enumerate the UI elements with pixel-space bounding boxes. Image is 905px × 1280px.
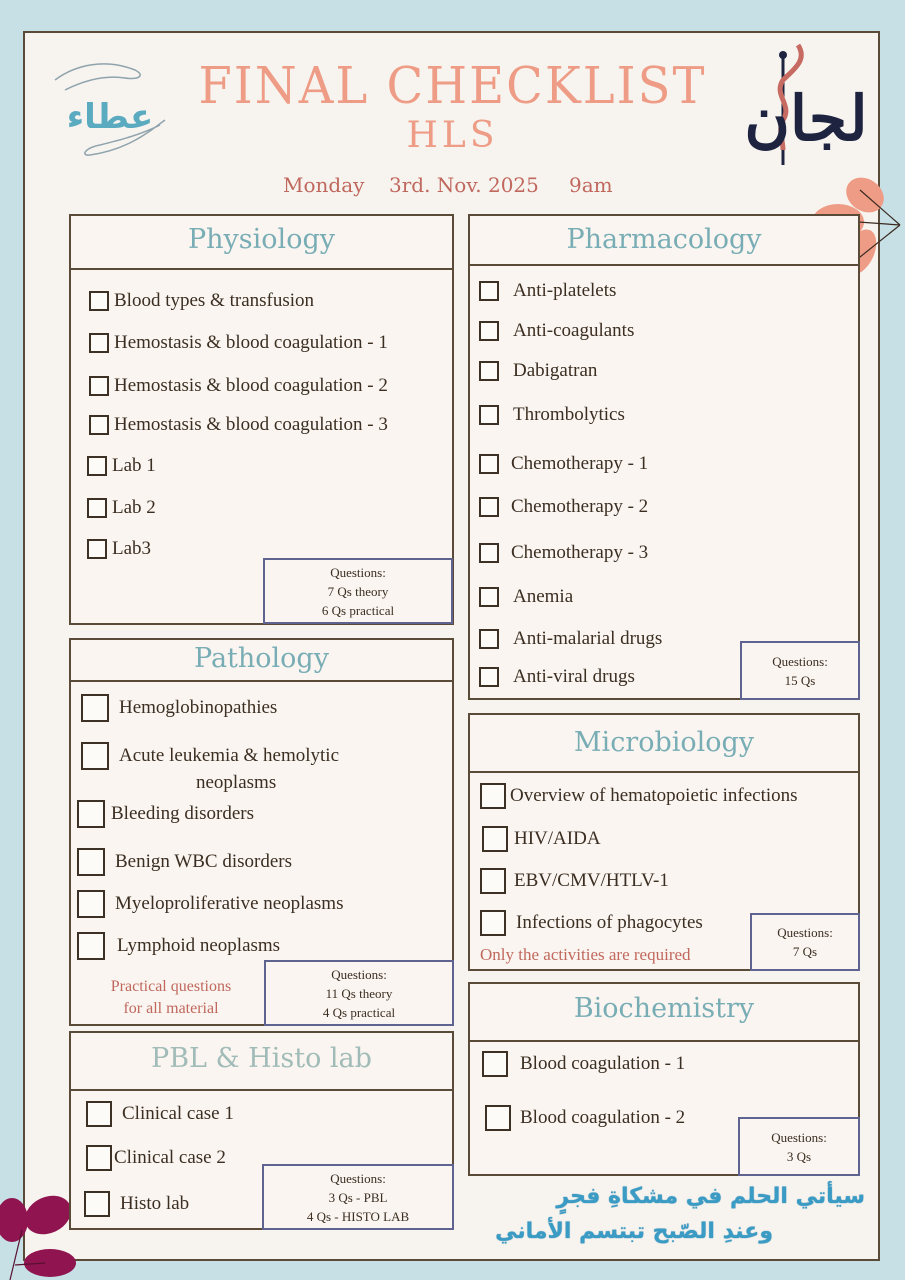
questions-box: Questions: 3 Qs - PBL 4 Qs - HISTO LAB (262, 1164, 454, 1230)
section-pathology (69, 638, 454, 1026)
checkbox[interactable] (479, 405, 499, 425)
questions-box: Questions: 7 Qs theory 6 Qs practical (263, 558, 453, 624)
checkbox[interactable] (479, 629, 499, 649)
quote-line-1: سيأتي الحلم في مشكاةِ فجرٍ (556, 1184, 865, 1209)
checkbox[interactable] (479, 667, 499, 687)
checkbox[interactable] (479, 543, 499, 563)
checklist-item[interactable]: Lymphoid neoplasms (77, 932, 280, 960)
checkbox[interactable] (77, 800, 105, 828)
section-pbl-histo (69, 1031, 454, 1230)
checklist-item[interactable]: Chemotherapy - 2 (479, 496, 648, 518)
checklist-item[interactable]: Blood coagulation - 1 (482, 1051, 685, 1077)
checklist-item[interactable]: Myeloproliferative neoplasms (77, 890, 343, 918)
checkbox[interactable] (89, 376, 109, 396)
checklist-item[interactable]: Histo lab (84, 1191, 189, 1217)
checkbox[interactable] (89, 291, 109, 311)
checklist-item[interactable]: EBV/CMV/HTLV-1 (480, 868, 669, 894)
checkbox[interactable] (77, 890, 105, 918)
quote-line-2: وعندِ الصّبح تبتسم الأماني (495, 1219, 773, 1244)
checkbox[interactable] (480, 868, 506, 894)
checkbox[interactable] (89, 415, 109, 435)
checkbox[interactable] (87, 456, 107, 476)
section-physiology (69, 214, 454, 625)
checkbox[interactable] (87, 539, 107, 559)
section-title: Physiology (71, 216, 452, 270)
checklist-item[interactable]: Infections of phagocytes (480, 910, 703, 936)
checkbox[interactable] (480, 910, 506, 936)
checkbox[interactable] (479, 281, 499, 301)
checklist-item[interactable]: Hemoglobinopathies (81, 694, 277, 722)
checkbox[interactable] (86, 1101, 112, 1127)
checkbox[interactable] (480, 783, 506, 809)
checklist-item[interactable]: Dabigatran (479, 360, 597, 382)
questions-box: Questions: 11 Qs theory 4 Qs practical (264, 960, 454, 1026)
checklist-item[interactable]: Anti-malarial drugs (479, 628, 662, 650)
checklist-item[interactable]: Thrombolytics (479, 404, 625, 426)
page-title: FINAL CHECKLIST (198, 56, 707, 116)
checklist-item[interactable]: Anti-viral drugs (479, 666, 635, 688)
checkbox[interactable] (77, 848, 105, 876)
checkbox[interactable] (485, 1105, 511, 1131)
checklist-item[interactable]: Lab3 (87, 538, 151, 560)
checklist-item[interactable]: Lab 1 (87, 455, 156, 477)
checkbox[interactable] (482, 1051, 508, 1077)
section-microbiology (468, 713, 860, 971)
checkbox[interactable] (479, 361, 499, 381)
checkbox[interactable] (479, 587, 499, 607)
exam-day: Monday (283, 173, 365, 197)
section-title: Microbiology (470, 715, 858, 773)
page-subtitle: HLS (406, 115, 499, 156)
exam-time: 9am (569, 173, 613, 197)
checklist-item[interactable]: Hemostasis & blood coagulation - 3 (89, 414, 388, 436)
checklist-item[interactable]: Lab 2 (87, 497, 156, 519)
svg-text:عطاء: عطاء (66, 97, 154, 137)
checklist-item[interactable]: Overview of hematopoietic infections (480, 783, 798, 809)
checkbox[interactable] (84, 1191, 110, 1217)
checklist-item[interactable]: Hemostasis & blood coagulation - 1 (89, 332, 388, 354)
checklist-item[interactable]: Bleeding disorders (77, 800, 254, 828)
checkbox[interactable] (86, 1145, 112, 1171)
section-pharmacology (468, 214, 860, 700)
checkbox[interactable] (479, 321, 499, 341)
questions-box: Questions: 3 Qs (738, 1117, 860, 1176)
checkbox[interactable] (77, 932, 105, 960)
practical-note: Practical questions for all material (110, 978, 232, 1017)
checkbox[interactable] (81, 694, 109, 722)
checklist-item[interactable]: Acute leukemia & hemolytic (81, 742, 339, 770)
questions-box: Questions: 15 Qs (740, 641, 860, 700)
checkbox[interactable] (479, 497, 499, 517)
checklist-item[interactable]: Chemotherapy - 3 (479, 542, 648, 564)
checklist-item[interactable]: Clinical case 1 (86, 1101, 234, 1127)
checklist-item[interactable]: Clinical case 2 (86, 1145, 226, 1171)
section-biochemistry (468, 982, 860, 1176)
svg-text:لجان: لجان (744, 82, 868, 155)
activities-note: Only the activities are required (480, 945, 691, 964)
checkbox[interactable] (81, 742, 109, 770)
section-title: Biochemistry (470, 984, 858, 1042)
exam-date: 3rd. Nov. 2025 (389, 173, 539, 197)
checklist-item[interactable]: Anemia (479, 586, 573, 608)
checkbox[interactable] (87, 498, 107, 518)
questions-box: Questions: 7 Qs (750, 913, 860, 971)
section-title: PBL & Histo lab (71, 1033, 452, 1091)
checkbox[interactable] (89, 333, 109, 353)
checklist-item-continuation: neoplasms (196, 772, 277, 793)
checklist-item[interactable]: Anti-platelets (479, 280, 616, 302)
checklist-item[interactable]: Blood coagulation - 2 (485, 1105, 685, 1131)
checklist-item[interactable]: Hemostasis & blood coagulation - 2 (89, 375, 388, 397)
checkbox[interactable] (482, 826, 508, 852)
checklist-item[interactable]: Blood types & transfusion (89, 290, 314, 312)
checklist-item[interactable]: Chemotherapy - 1 (479, 453, 648, 475)
checklist-item[interactable]: Anti-coagulants (479, 320, 634, 342)
checklist-item[interactable]: HIV/AIDA (482, 826, 601, 852)
section-title: Pharmacology (470, 216, 858, 266)
section-title: Pathology (71, 640, 452, 682)
checklist-item[interactable]: Benign WBC disorders (77, 848, 292, 876)
checkbox[interactable] (479, 454, 499, 474)
